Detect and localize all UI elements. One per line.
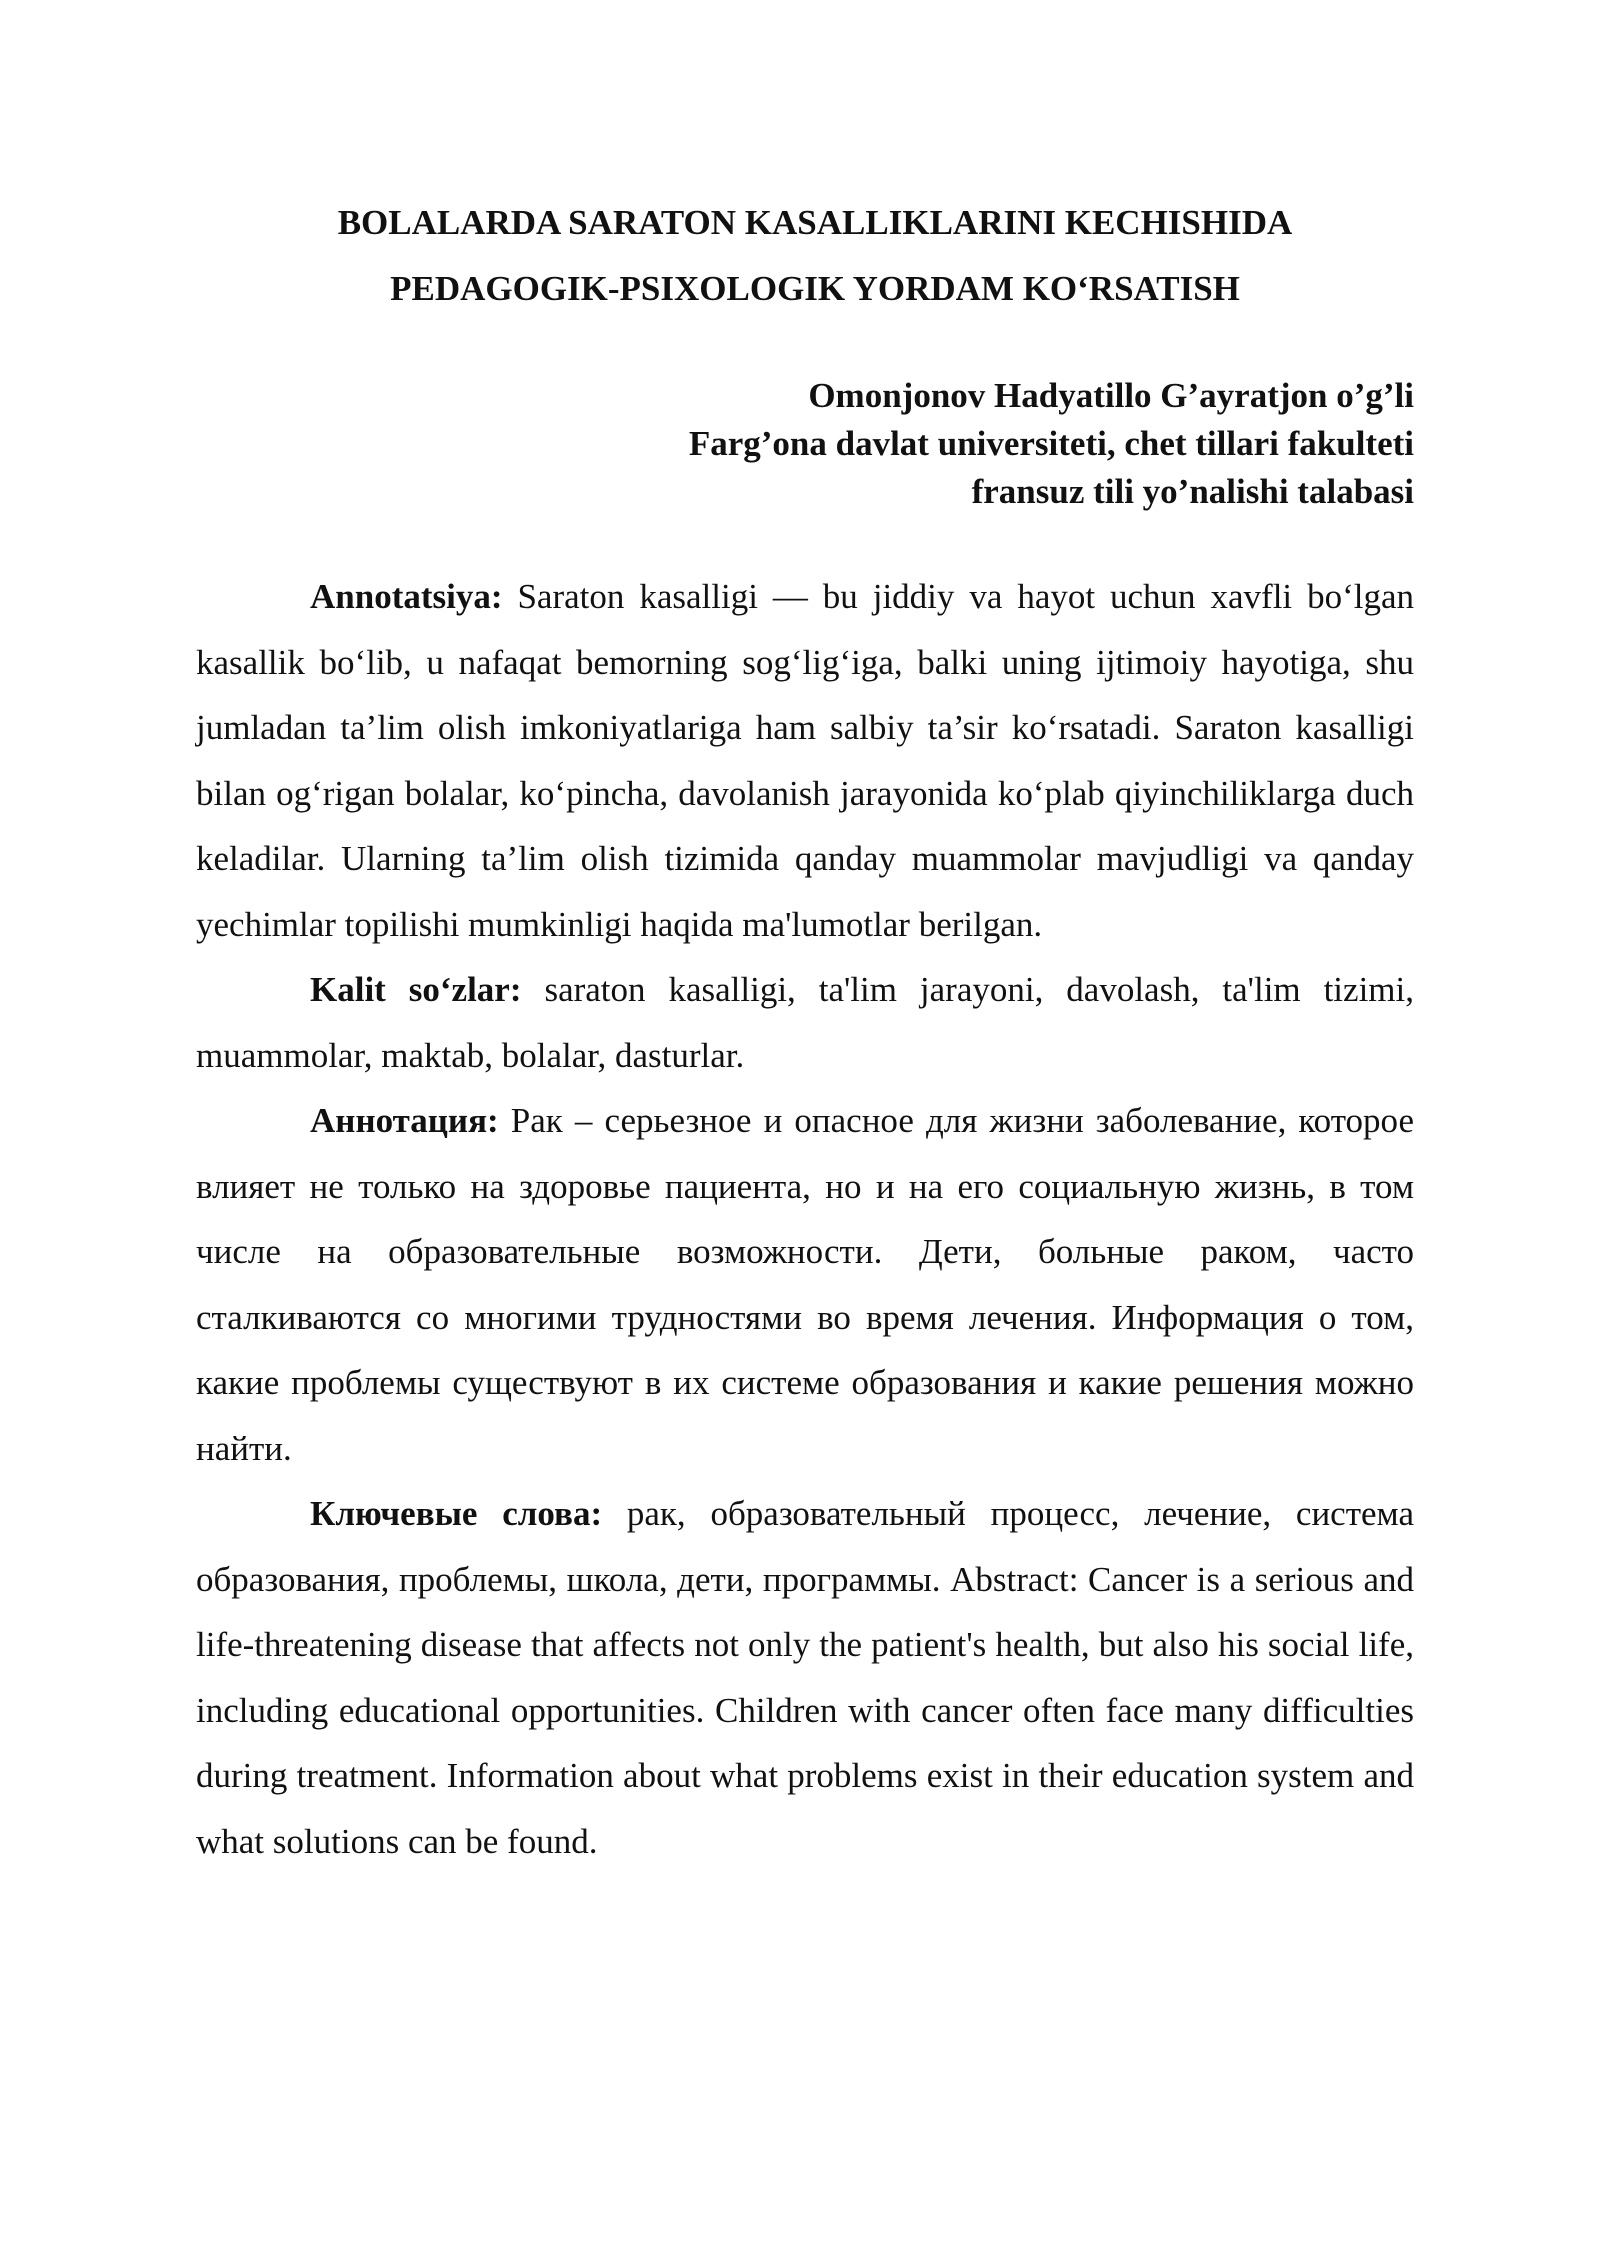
author-affiliation: Farg’ona davlat universiteti, chet tillari fakulteti (688, 424, 1414, 463)
abstract-ru-text: Рак – серьезное и опасное для жизни заболевание, которое влияет не только на здоровье пациента, но и на его социальную жизнь, в том числе на образовательные возможности. Дети, больные раком, часто сталкиваются со многими трудностями во время лечения. Информация о том, какие проблемы существуют в их системе образования и какие решения можно найти. (196, 1101, 1414, 1468)
document-page (196, 190, 1414, 1874)
abstract-ru-label: Аннотация: (310, 1101, 499, 1140)
document-body (196, 564, 1414, 1874)
keywords-ru-text: рак, образовательный процесс, лечение, система образования, проблемы, школа, дети, программы. Abstract: Cancer is a serious and life-threatening disease that affects not only the patient's health, but also his social life, including educational opportunities. Children with cancer often face many difficulties during treatment. Information about what problems exist in their education system and what solutions can be found. (196, 1494, 1414, 1861)
abstract-uz-label: Annotatsiya: (310, 577, 503, 616)
paper-title-line-1: BOLALARDA SARATON KASALLIKLARINI KECHISHIDA (337, 203, 1293, 242)
keywords-ru-label: Ключевые слова: (310, 1494, 603, 1533)
keywords-uz-paragraph (196, 957, 1414, 1088)
abstract-uz-paragraph (196, 564, 1414, 957)
paper-title-line-2: PEDAGOGIK-PSIXOLOGIK YORDAM KO‘RSATISH (390, 269, 1240, 308)
author-name: Omonjonov Hadyatillo G’ayratjon o’g’li (808, 376, 1414, 415)
keywords-ru-paragraph (196, 1481, 1414, 1874)
abstract-uz-text: Saraton kasalligi — bu jiddiy va hayot uchun xavfli bo‘lgan kasallik bo‘lib, u nafaqat bemorning sog‘lig‘iga, balki uning ijtimoiy hayotiga, shu jumladan ta’lim olish imkoniyatlariga ham salbiy ta’sir ko‘rsatadi. Saraton kasalligi bilan og‘rigan bolalar, ko‘pincha, davolanish jarayonida ko‘plab qiyinchiliklarga duch keladilar. Ularning ta’lim olish tizimida qanday muammolar mavjudligi va qanday yechimlar topilishi mumkinligi haqida ma'lumotlar berilgan. (196, 577, 1414, 944)
paper-title (196, 190, 1414, 322)
keywords-uz-text: saraton kasalligi, ta'lim jarayoni, davolash, ta'lim tizimi, muammolar, maktab, bolalar, dasturlar. (196, 970, 1414, 1075)
author-block (196, 372, 1414, 516)
author-status: fransuz tili yo’nalishi talabasi (971, 472, 1414, 511)
abstract-ru-paragraph (196, 1088, 1414, 1481)
keywords-uz-label: Kalit so‘zlar: (310, 970, 522, 1009)
